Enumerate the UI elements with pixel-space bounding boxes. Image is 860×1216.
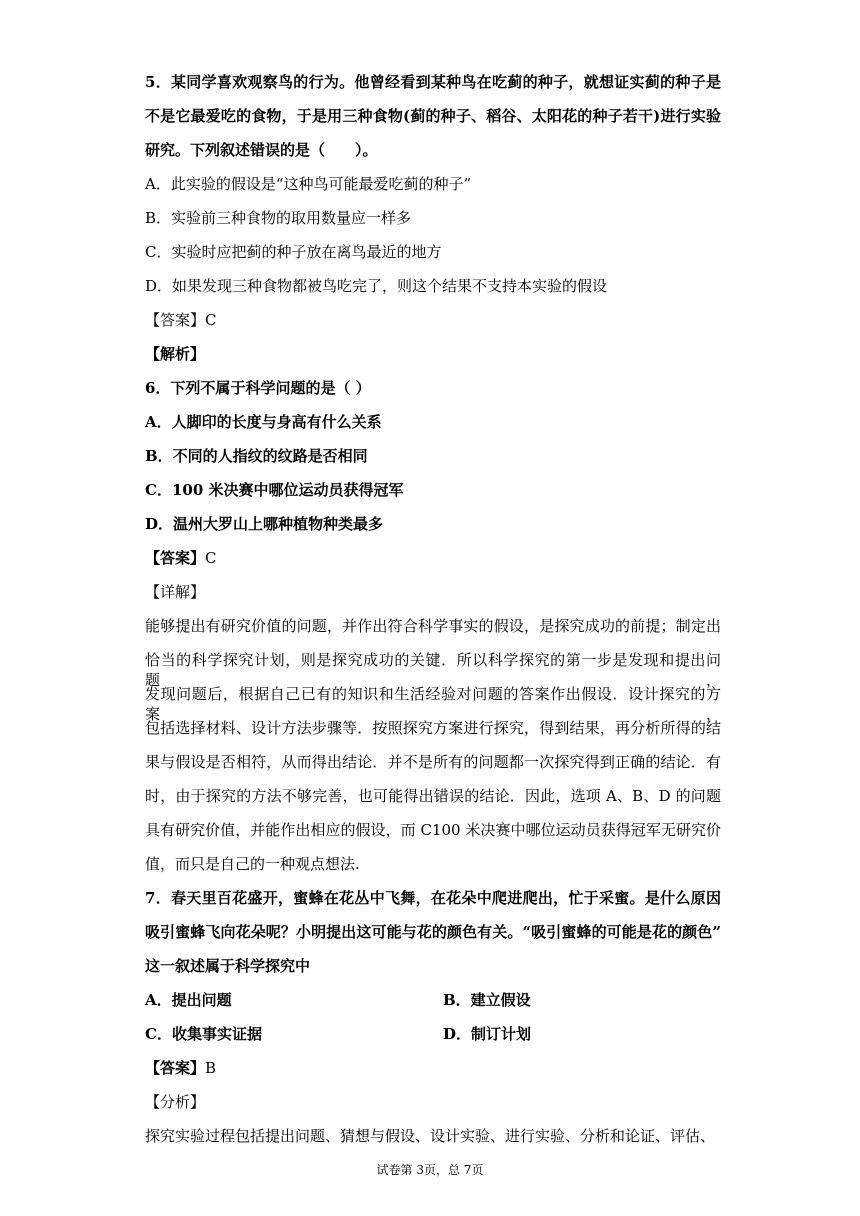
q7-answer-label: 【答案】 (145, 1059, 206, 1077)
q5-option-a: A．此实验的假设是“这种鸟可能最爱吃蓟的种子” (145, 175, 472, 193)
q6-detail-line-4: 包括选择材料、设计方法步骤等．按照探究方案进行探究，得到结果，再分析所得的结 (145, 719, 721, 737)
q6-detail-line-6: 时，由于探究的方法不够完善，也可能得出错误的结论．因此，选项 A、B、D 的问题 (145, 787, 721, 805)
q7-answer (145, 1058, 216, 1078)
q5-stem-line-1: 5．某同学喜欢观察鸟的行为。他曾经看到某种鸟在吃蓟的种子，就想证实蓟的种子是 (145, 73, 721, 91)
q6-detail-label: 【详解】 (145, 583, 206, 601)
q5-option-c: C．实验时应把蓟的种子放在离鸟最近的地方 (145, 243, 442, 261)
q6-answer-label: 【答案】 (145, 549, 206, 567)
q7-option-a: A．提出问题 (145, 991, 232, 1009)
page-footer: 试卷第 3页，总 7页 (376, 1163, 484, 1177)
q7-analysis-label: 【分析】 (145, 1093, 206, 1111)
q6-answer-value: C (205, 549, 217, 567)
q6-detail-line-5: 果与假设是否相符，从而得出结论．并不是所有的问题都一次探究得到正确的结论．有 (145, 753, 721, 771)
q6-detail-line-1: 能够提出有研究价值的问题，并作出符合科学事实的假设，是探究成功的前提；制定出 (145, 617, 721, 635)
q6-option-d: D．温州大罗山上哪种植物种类最多 (145, 515, 384, 533)
q7-answer-value: B (205, 1059, 217, 1077)
q6-detail-line-8: 值，而只是自己的一种观点想法. (145, 855, 360, 873)
q5-stem-line-2: 不是它最爱吃的食物，于是用三种食物(蓟的种子、稻谷、太阳花的种子若干)进行实验 (145, 107, 721, 125)
q7-analysis-line-1: 探究实验过程包括提出问题、猜想与假设、设计实验、进行实验、分析和论证、评估、 (145, 1127, 716, 1145)
q7-stem-line-1: 7．春天里百花盛开，蜜蜂在花丛中飞舞，在花朵中爬进爬出，忙于采蜜。是什么原因 (145, 889, 721, 907)
q5-answer: 【答案】C (145, 311, 217, 329)
q6-answer (145, 548, 217, 568)
q6-stem: 6．下列不属于科学问题的是（ ） (145, 379, 371, 397)
q6-detail-line-3: 发现问题后，根据自己已有的知识和生活经验对问题的答案作出假设．设计探究的方案， (145, 685, 721, 723)
q6-option-c: C．100 米决赛中哪位运动员获得冠军 (145, 481, 404, 499)
q5-analysis-label: 【解析】 (145, 345, 206, 363)
q7-stem-line-2: 吸引蜜蜂飞向花朵呢？小明提出这可能与花的颜色有关。“吸引蜜蜂的可能是花的颜色” (145, 923, 721, 941)
q7-option-c: C．收集事实证据 (145, 1025, 262, 1043)
q6-option-a: A．人脚印的长度与身高有什么关系 (145, 413, 382, 431)
q7-option-b: B．建立假设 (443, 991, 531, 1009)
q6-option-b: B．不同的人指纹的纹路是否相同 (145, 447, 368, 465)
q5-stem-line-3: 研究。下列叙述错误的是（ ）。 (145, 141, 378, 159)
q7-stem-line-3: 这一叙述属于科学探究中 (145, 957, 311, 975)
q5-option-d: D．如果发现三种食物都被鸟吃完了，则这个结果不支持本实验的假设 (145, 277, 608, 295)
q6-detail-line-2: 恰当的科学探究计划，则是探究成功的关键．所以科学探究的第一步是发现和提出问题， (145, 651, 721, 689)
q5-option-b: B．实验前三种食物的取用数量应一样多 (145, 209, 412, 227)
q6-detail-line-7: 具有研究价值，并能作出相应的假设，而 C100 米决赛中哪位运动员获得冠军无研究价 (145, 821, 721, 839)
q7-option-d: D．制订计划 (443, 1025, 532, 1043)
